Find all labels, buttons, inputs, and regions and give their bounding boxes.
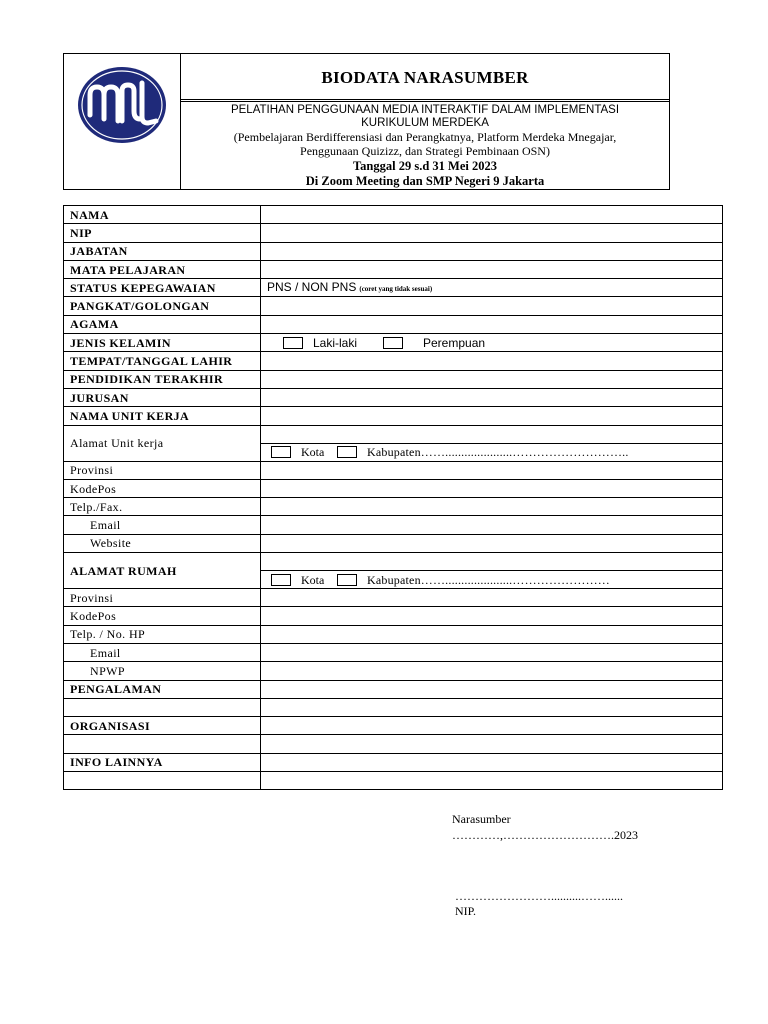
field-input-pengalaman[interactable] <box>261 680 723 698</box>
field-input-nip[interactable] <box>261 224 723 242</box>
field-label-ttl: TEMPAT/TANGGAL LAHIR <box>64 352 261 370</box>
event-title <box>185 104 665 130</box>
field-label-unit-kerja: NAMA UNIT KERJA <box>64 407 261 425</box>
table-row <box>64 461 723 479</box>
table-row <box>64 206 723 224</box>
checkbox-perempuan[interactable] <box>383 337 403 349</box>
field-label-jenis-kelamin: JENIS KELAMIN <box>64 334 261 352</box>
table-row <box>64 607 723 625</box>
signature-nip[interactable]: NIP. <box>455 904 477 918</box>
status-value: PNS / NON PNS <box>267 279 357 294</box>
table-row <box>64 279 723 297</box>
field-input-pendidikan[interactable] <box>261 370 723 388</box>
event-topics <box>185 131 665 158</box>
document-title: BIODATA NARASUMBER <box>321 68 529 87</box>
field-label-organisasi: ORGANISASI <box>64 717 261 735</box>
event-date: Tanggal 29 s.d 31 Mei 2023 <box>352 159 497 173</box>
option-kabupaten-rumah: Kabupaten…….....................…………………… <box>367 572 610 587</box>
field-label-jurusan: JURUSAN <box>64 388 261 406</box>
table-row <box>64 498 723 516</box>
table-row <box>64 625 723 643</box>
field-label-info: INFO LAINNYA <box>64 753 261 771</box>
title-divider-2 <box>181 101 669 102</box>
field-input-email[interactable] <box>261 516 723 534</box>
table-row <box>64 589 723 607</box>
field-input-mapel[interactable] <box>261 260 723 278</box>
table-row <box>64 352 723 370</box>
option-kabupaten-unit: Kabupaten…….....................……………………….. <box>367 445 629 460</box>
field-input-organisasi-2[interactable] <box>261 735 723 753</box>
checkbox-laki-laki[interactable] <box>283 337 303 349</box>
field-input-telp-fax[interactable] <box>261 498 723 516</box>
field-label-mapel: MATA PELAJARAN <box>64 260 261 278</box>
organisasi-extra-label <box>64 735 261 753</box>
option-perempuan: Perempuan <box>423 335 486 350</box>
field-label-kodepos-rumah: KodePos <box>64 607 261 625</box>
table-row <box>64 643 723 661</box>
field-input-jabatan[interactable] <box>261 242 723 260</box>
field-label-pangkat: PANGKAT/GOLONGAN <box>64 297 261 315</box>
table-row <box>64 297 723 315</box>
field-label-status: STATUS KEPEGAWAIAN <box>64 279 261 297</box>
mgmp-logo-icon <box>76 65 168 145</box>
event-topics-line2: Penggunaan Quizizz, dan Strategi Pembinaan OSN) <box>300 143 550 158</box>
checkbox-kota-rumah[interactable] <box>271 574 291 586</box>
option-kota-unit: Kota <box>301 445 325 460</box>
field-input-agama[interactable] <box>261 315 723 333</box>
table-row <box>64 479 723 497</box>
info-extra-label <box>64 772 261 790</box>
signature-name-line[interactable]: ……………………..........……...... <box>455 889 623 903</box>
field-label-npwp: NPWP <box>64 662 261 680</box>
table-row <box>64 516 723 534</box>
event-topics-line1: (Pembelajaran Berdifferensiasi dan Perangkatnya, Platform Merdeka Mnegajar, <box>233 130 617 144</box>
table-row <box>64 407 723 425</box>
signature-role: Narasumber <box>452 812 511 826</box>
event-venue: Di Zoom Meeting dan SMP Negeri 9 Jakarta <box>305 174 545 188</box>
field-input-pengalaman-2[interactable] <box>261 698 723 716</box>
field-input-provinsi-rumah[interactable] <box>261 589 723 607</box>
alamat-rumah-line[interactable] <box>261 553 722 571</box>
field-label-email-rumah: Email <box>64 643 261 661</box>
field-input-jenis-kelamin <box>261 334 723 352</box>
field-input-status[interactable] <box>261 279 723 297</box>
field-label-email: Email <box>64 516 261 534</box>
field-input-kodepos[interactable] <box>261 479 723 497</box>
table-row <box>64 753 723 771</box>
field-label-telp-fax: Telp./Fax. <box>64 498 261 516</box>
table-row <box>64 772 723 790</box>
field-input-organisasi[interactable] <box>261 717 723 735</box>
field-input-info-2[interactable] <box>261 772 723 790</box>
biodata-form <box>63 205 723 790</box>
table-row <box>64 662 723 680</box>
pengalaman-extra-label <box>64 698 261 716</box>
field-input-npwp[interactable] <box>261 662 723 680</box>
field-input-pangkat[interactable] <box>261 297 723 315</box>
field-input-kodepos-rumah[interactable] <box>261 607 723 625</box>
field-label-telp-hp: Telp. / No. HP <box>64 625 261 643</box>
field-input-info[interactable] <box>261 753 723 771</box>
field-label-alamat-unit: Alamat Unit kerja <box>64 425 261 461</box>
table-row <box>64 553 723 589</box>
title-cell <box>181 54 669 189</box>
field-label-pengalaman: PENGALAMAN <box>64 680 261 698</box>
option-kota-rumah: Kota <box>301 572 325 587</box>
field-input-website[interactable] <box>261 534 723 552</box>
table-row <box>64 698 723 716</box>
field-label-pendidikan: PENDIDIKAN TERAKHIR <box>64 370 261 388</box>
table-row <box>64 315 723 333</box>
status-note: (coret yang tidak sesuai) <box>359 284 433 293</box>
field-label-kodepos: KodePos <box>64 479 261 497</box>
field-input-jurusan[interactable] <box>261 388 723 406</box>
field-input-alamat-unit <box>261 425 723 461</box>
table-row <box>64 260 723 278</box>
table-row <box>64 242 723 260</box>
document-header <box>63 53 670 190</box>
field-input-unit-kerja[interactable] <box>261 407 723 425</box>
field-input-email-rumah[interactable] <box>261 643 723 661</box>
logo-cell <box>64 54 181 189</box>
table-row <box>64 370 723 388</box>
table-row <box>64 680 723 698</box>
alamat-unit-line[interactable] <box>261 426 722 444</box>
table-row <box>64 388 723 406</box>
event-schedule <box>181 159 669 189</box>
field-label-agama: AGAMA <box>64 315 261 333</box>
title-divider <box>181 99 669 100</box>
table-row <box>64 224 723 242</box>
field-input-provinsi[interactable] <box>261 461 723 479</box>
field-label-alamat-rumah: ALAMAT RUMAH <box>64 553 261 589</box>
table-row <box>64 334 723 352</box>
field-label-website: Website <box>64 534 261 552</box>
field-input-telp-hp[interactable] <box>261 625 723 643</box>
checkbox-kota-unit[interactable] <box>271 446 291 458</box>
table-row <box>64 717 723 735</box>
field-label-nip: NIP <box>64 224 261 242</box>
table-row <box>64 534 723 552</box>
field-input-alamat-rumah <box>261 553 723 589</box>
event-title-line2: KURIKULUM MERDEKA <box>361 117 489 129</box>
signature-date-line[interactable]: …………,……………………….2023 <box>452 828 638 842</box>
field-label-provinsi: Provinsi <box>64 461 261 479</box>
field-label-nama: NAMA <box>64 206 261 224</box>
table-row <box>64 425 723 461</box>
field-label-provinsi-rumah: Provinsi <box>64 589 261 607</box>
option-laki-laki: Laki-laki <box>313 335 358 350</box>
field-input-nama[interactable] <box>261 206 723 224</box>
table-row <box>64 735 723 753</box>
field-input-ttl[interactable] <box>261 352 723 370</box>
event-title-line1: PELATIHAN PENGGUNAAN MEDIA INTERAKTIF DALAM IMPLEMENTASI <box>230 104 620 116</box>
field-label-jabatan: JABATAN <box>64 242 261 260</box>
checkbox-kabupaten-rumah[interactable] <box>337 574 357 586</box>
checkbox-kabupaten-unit[interactable] <box>337 446 357 458</box>
